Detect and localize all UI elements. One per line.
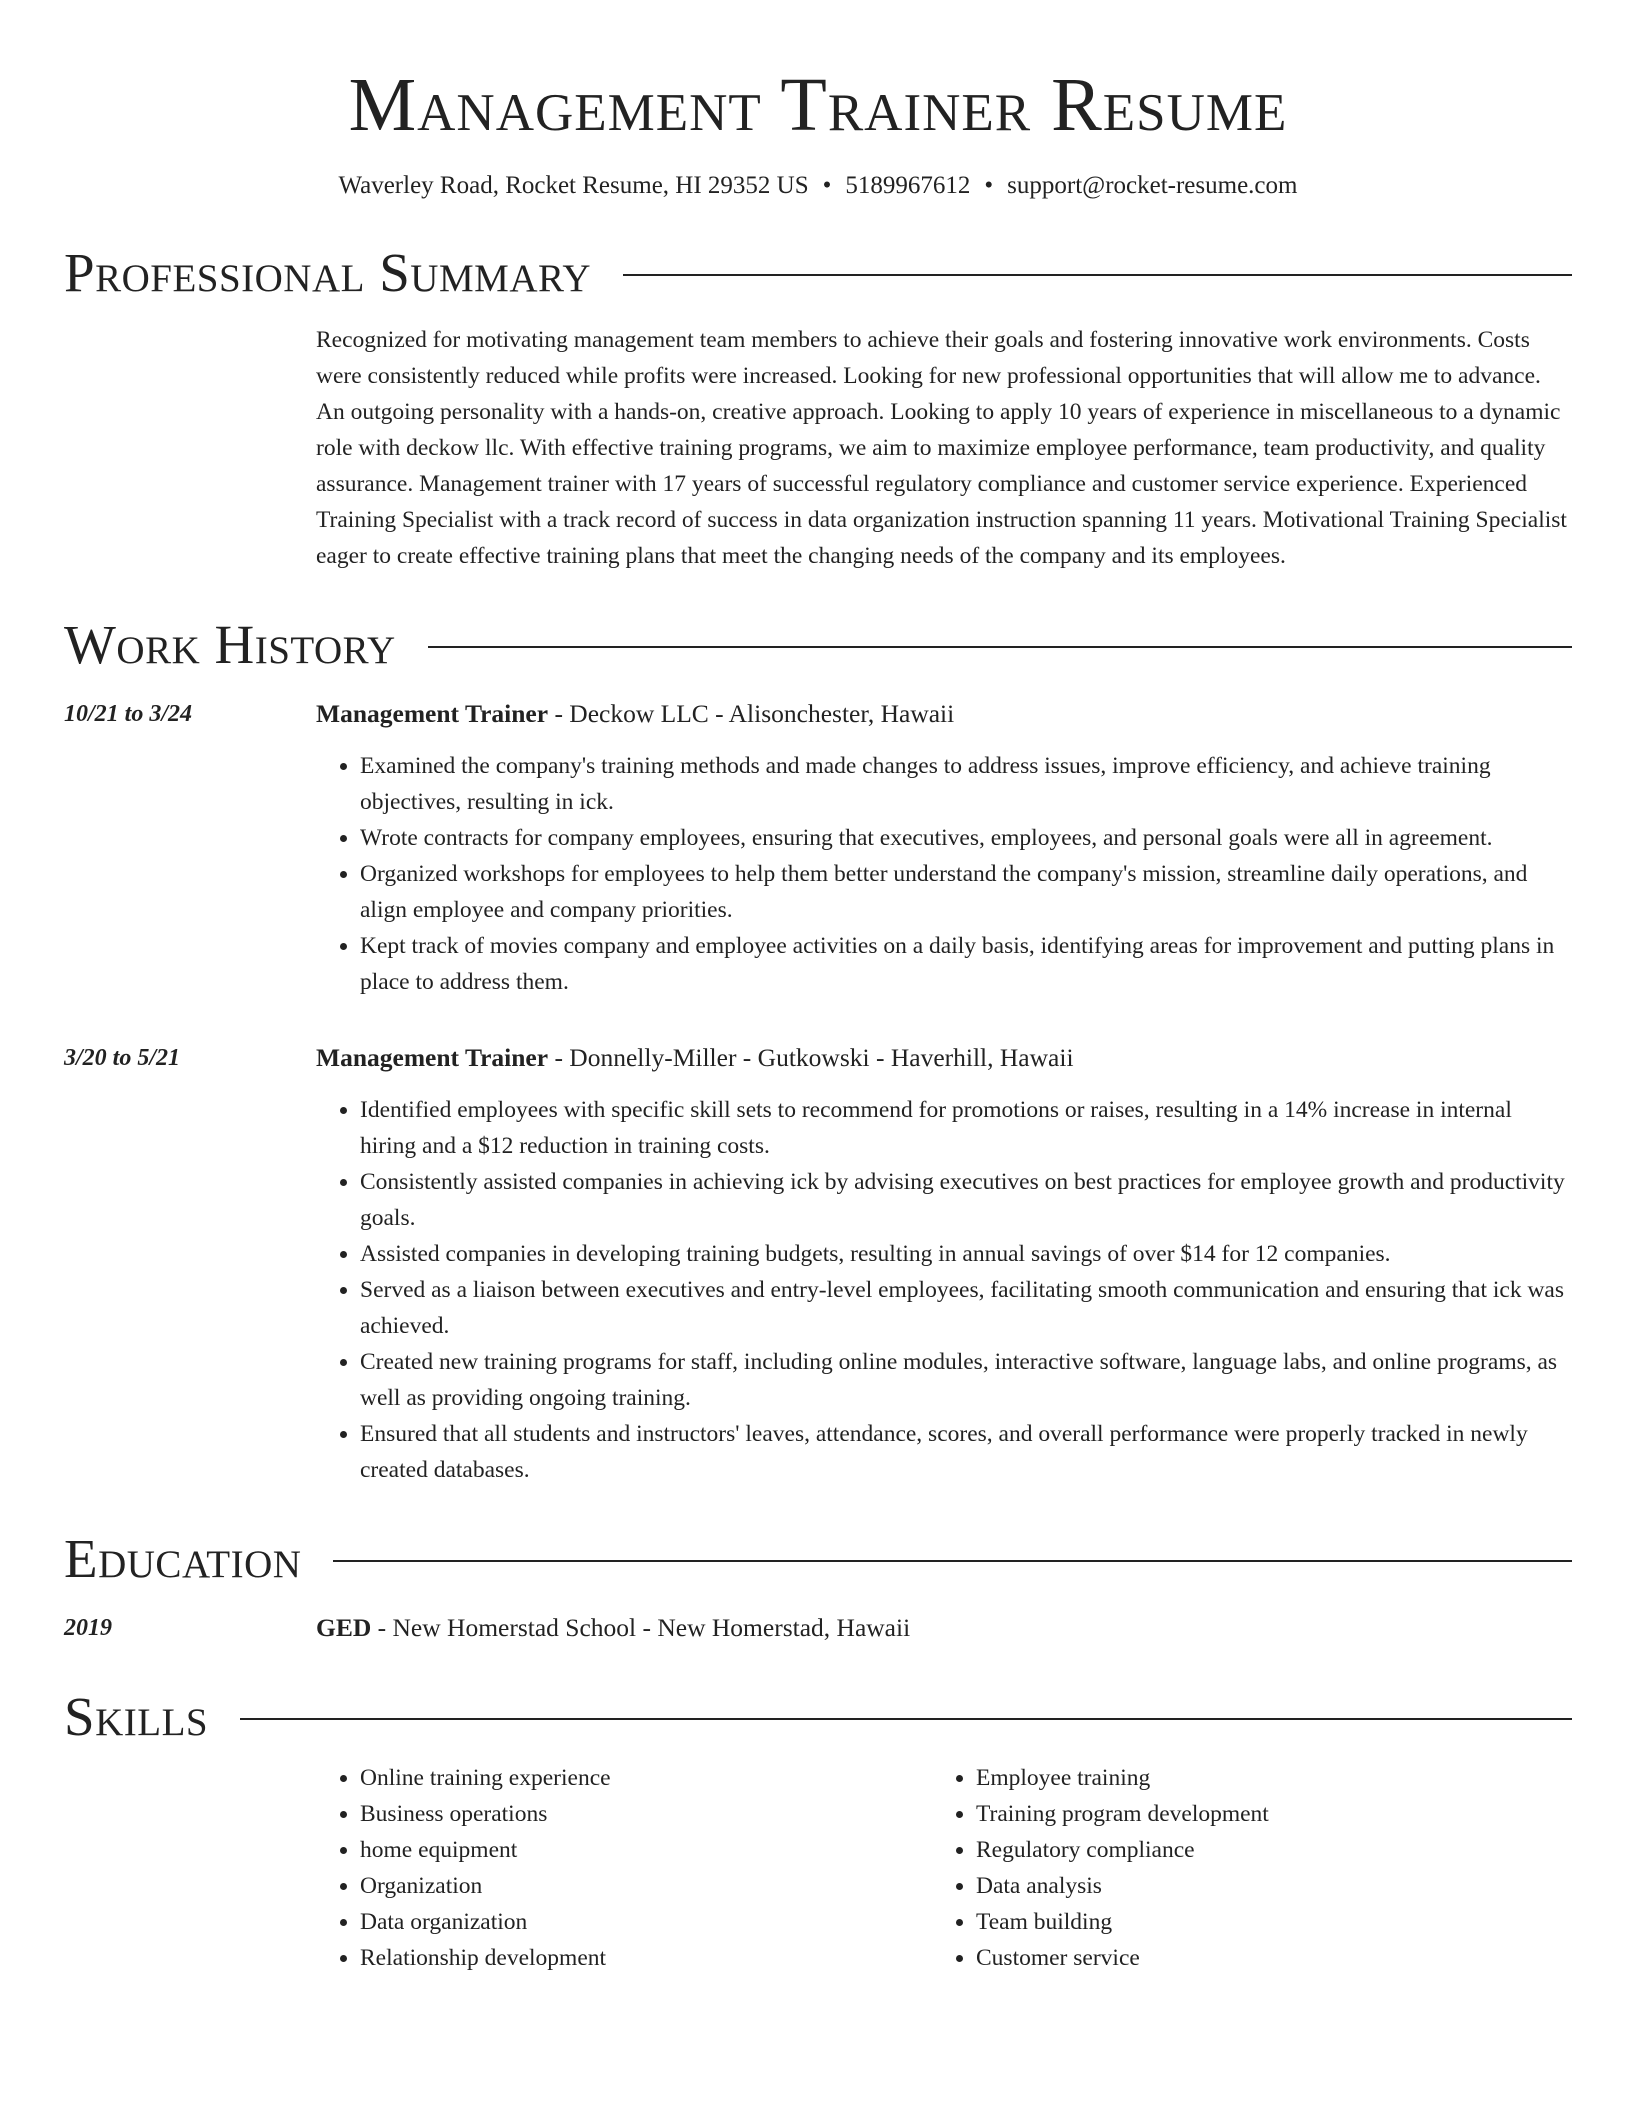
- job-date: 10/21 to 3/24: [64, 701, 193, 727]
- job-bullets: [316, 1092, 1572, 1488]
- contact-separator: •: [822, 172, 832, 199]
- skills-heading: Skills: [64, 1686, 209, 1747]
- job-entry-2: [64, 1040, 1572, 1488]
- job-bullet: • Assisted companies in developing training budgets, resulting in annual savings of over $14 for 12 companies.: [360, 1236, 1572, 1272]
- work-section-header: [64, 612, 1572, 678]
- education-body: [316, 1610, 1572, 1646]
- job-body: [316, 1040, 1572, 1488]
- job-title: Management Trainer: [316, 699, 549, 728]
- job-details: - Donnelly-Miller - Gutkowski - Haverhill, Hawaii: [548, 1043, 1074, 1072]
- skills-list: [316, 1760, 1572, 1976]
- skill-item: • Training program development: [976, 1796, 1548, 1832]
- contact-line: [64, 170, 1572, 202]
- job-title: Management Trainer: [316, 1043, 549, 1072]
- job-bullet: • Ensured that all students and instructors' leaves, attendance, scores, and overall performance were properly tracked in newly created databases.: [360, 1416, 1572, 1488]
- education-details: - New Homerstad School - New Homerstad, Hawaii: [371, 1613, 911, 1642]
- education-section-header: [64, 1526, 1572, 1592]
- job-details: - Deckow LLC - Alisonchester, Hawaii: [548, 699, 955, 728]
- resume-page: [64, 0, 1572, 1976]
- skills-column-left: [316, 1760, 932, 1976]
- skill-item: • Customer service: [976, 1940, 1548, 1976]
- skill-item: • Online training experience: [360, 1760, 932, 1796]
- job-bullet: • Organized workshops for employees to help them better understand the company's mission, streamline daily operations, and align employee and company priorities.: [360, 856, 1572, 928]
- skill-item: • Business operations: [360, 1796, 932, 1832]
- skill-item: • Data analysis: [976, 1868, 1548, 1904]
- section-divider: [240, 1718, 1572, 1720]
- job-body: [316, 696, 1572, 1000]
- job-headline: [316, 1040, 1572, 1076]
- contact-separator: •: [984, 172, 994, 199]
- skill-item: • Organization: [360, 1868, 932, 1904]
- job-bullet: • Wrote contracts for company employees, ensuring that executives, employees, and personal goals were all in agreement.: [360, 820, 1572, 856]
- skill-item: • Employee training: [976, 1760, 1548, 1796]
- skills-column-right: [932, 1760, 1548, 1976]
- contact-email: support@rocket-resume.com: [1007, 172, 1298, 199]
- education-headline: [316, 1610, 1572, 1646]
- job-headline: [316, 696, 1572, 732]
- work-heading: Work History: [64, 614, 396, 675]
- contact-address: Waverley Road, Rocket Resume, HI 29352 US: [338, 172, 809, 199]
- job-entry-1: [64, 696, 1572, 1000]
- skills-section-header: [64, 1684, 1572, 1750]
- education-heading: Education: [64, 1528, 302, 1589]
- summary-section-header: [64, 240, 1572, 306]
- education-degree: GED: [316, 1613, 372, 1642]
- education-entry: [64, 1610, 1572, 1646]
- job-bullet: • Created new training programs for staff, including online modules, interactive software, language labs, and online programs, as well as providing ongoing training.: [360, 1344, 1572, 1416]
- skill-item: • Data organization: [360, 1904, 932, 1940]
- education-date: 2019: [64, 1615, 112, 1641]
- job-bullet: • Identified employees with specific skill sets to recommend for promotions or raises, resulting in a 14% increase in internal hiring and a $12 reduction in training costs.: [360, 1092, 1572, 1164]
- job-bullets: [316, 748, 1572, 1000]
- job-bullet: • Served as a liaison between executives and entry-level employees, facilitating smooth communication and ensuring that ick was achieved.: [360, 1272, 1572, 1344]
- job-date: 3/20 to 5/21: [64, 1045, 181, 1071]
- skill-item: • Regulatory compliance: [976, 1832, 1548, 1868]
- job-bullet: • Consistently assisted companies in achieving ick by advising executives on best practices for employee growth and productivity goals.: [360, 1164, 1572, 1236]
- job-bullet: • Kept track of movies company and employee activities on a daily basis, identifying areas for improvement and putting plans in place to address them.: [360, 928, 1572, 1000]
- contact-phone: 5189967612: [845, 172, 971, 199]
- section-divider: [623, 274, 1572, 276]
- job-bullet: • Examined the company's training methods and made changes to address issues, improve efficiency, and achieve training objectives, resulting in ick.: [360, 748, 1572, 820]
- summary-heading: Professional Summary: [64, 242, 592, 303]
- skill-item: • Team building: [976, 1904, 1548, 1940]
- section-divider: [428, 646, 1572, 648]
- summary-text: Recognized for motivating management team members to achieve their goals and fostering innovative work environments. Costs were consistently reduced while profits were increased. Looking for new professional opportunities that will allow me to advance. An outgoing personality with a hands-on, creative approach. Looking to apply 10 years of experience in miscellaneous to a dynamic role with deckow llc. With effective training programs, we aim to maximize employee performance, team productivity, and quality assurance. Management trainer with 17 years of successful regulatory compliance and customer service experience. Experienced Training Specialist with a track record of success in data organization instruction spanning 11 years. Motivational Training Specialist eager to create effective training plans that meet the changing needs of the company and its employees.: [316, 327, 1567, 569]
- skill-item: • Relationship development: [360, 1940, 932, 1976]
- page-title: Management Trainer Resume: [348, 63, 1288, 147]
- skill-item: • home equipment: [360, 1832, 932, 1868]
- section-divider: [333, 1560, 1572, 1562]
